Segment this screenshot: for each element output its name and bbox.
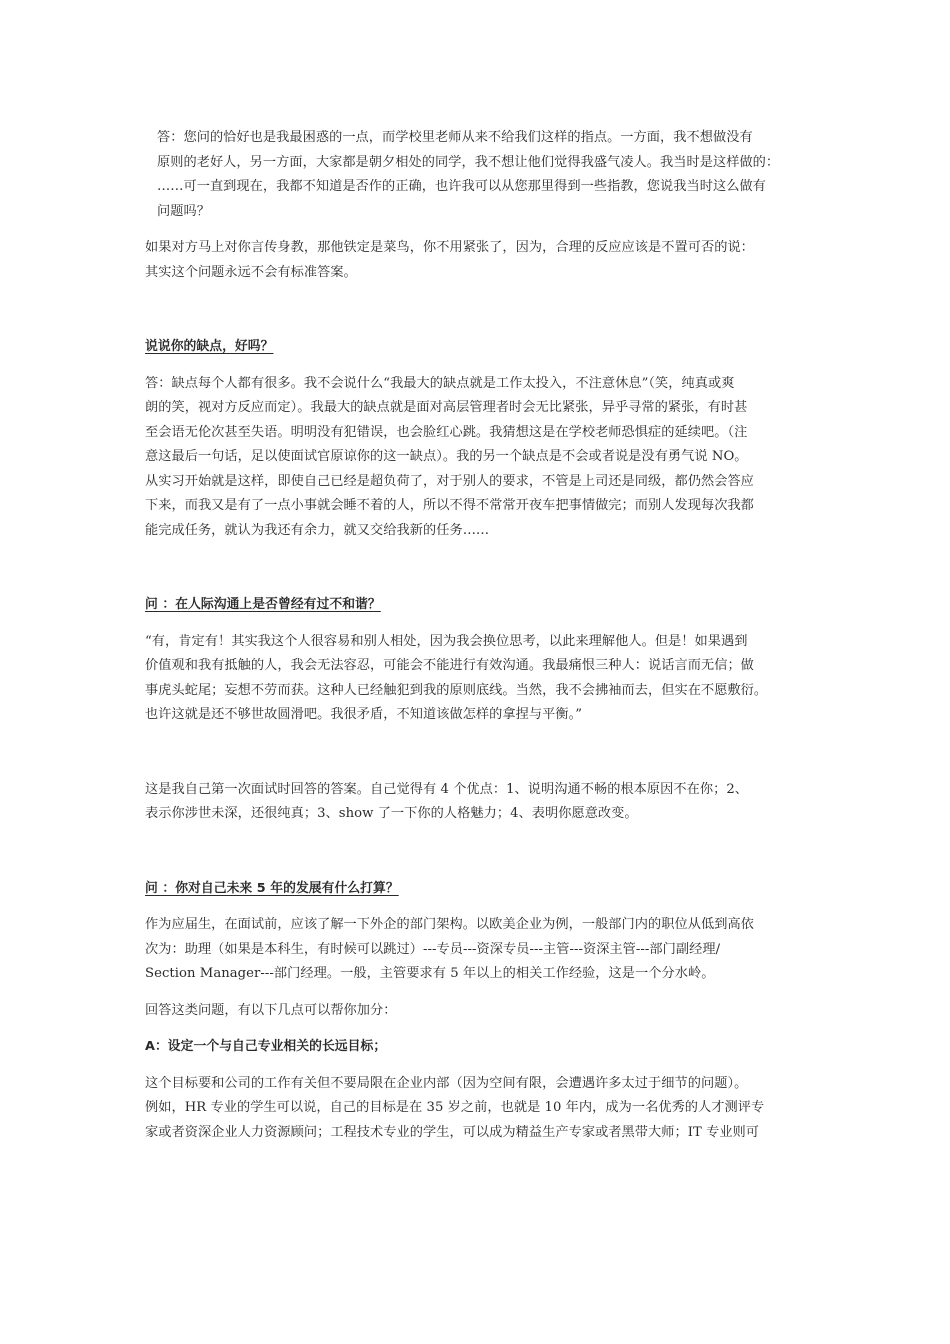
answer-paragraph-1: 答：您问的恰好也是我最困惑的一点，而学校里老师从来不给我们这样的指点。一方面，我不想做没有 原则的老好人，另一方面，大家都是朝夕相处的同学，我不想让他们觉得我盛气凌人。我当时是这样做的： ……可一直到现在，我都不知道是否作的正确，也许我可以从您那里得到一些指教，您说我当时这么做有 问题吗？ <box>157 130 780 219</box>
section-heading-weakness: 说说你的缺点，好吗？ <box>145 339 274 354</box>
tips-intro-paragraph: 回答这类问题，有以下几点可以帮你加分： <box>145 1002 397 1018</box>
section-heading-communication: 问 ：在人际沟通上是否曾经有过不和谐？ <box>145 597 381 612</box>
tip-a-label: A：设定一个与自己专业相关的长远目标； <box>145 1039 387 1054</box>
document-body <box>145 126 815 1145</box>
weakness-answer-paragraph: 答：缺点每个人都有很多。我不会说什么“我最大的缺点就是工作太投入，不注意休息”（笑，纯真或爽 朗的笑，视对方反应而定）。我最大的缺点就是面对高层管理者时会无比紧张，异乎寻常的紧张，有时甚 至会语无伦次甚至失语。明明没有犯错误，也会脸红心跳。我猜想这是在学校老师恐惧症的延续吧。（注 意这最后一句话，足以使面试官原谅你的这一缺点）。我的另一个缺点是不会或者说是没有勇气说 NO。 从实习开始就是这样，即使自己已经是超负荷了，对于别人的要求，不管是上司还是同级，都仍然会答应 下来，而我又是有了一点小事就会睡不着的人，所以不得不常常开夜车把事情做完；而别人发现每次我都 能完成任务，就认为我还有余力，就又交给我新的任务…… <box>145 375 754 538</box>
section-heading-five-year-plan: 问 ：你对自己未来 5 年的发展有什么打算？ <box>145 880 399 896</box>
communication-answer-paragraph: “有，肯定有！其实我这个人很容易和别人相处，因为我会换位思考，以此来理解他人。但是！如果遇到 价值观和我有抵触的人，我会无法容忍，可能会不能进行有效沟通。我最痛恨三种人：说话言而无信；做 事虎头蛇尾；妄想不劳而获。这种人已经触犯到我的原则底线。当然，我不会拂袖而去，但实在不愿敷衍。 也许这就是还不够世故圆滑吧。我很矛盾，不知道该做怎样的拿捏与平衡。” <box>145 633 768 722</box>
five-year-plan-paragraph: 作为应届生，在面试前，应该了解一下外企的部门架构。以欧美企业为例，一般部门内的职位从低到高依 次为：助理（如果是本科生，有时候可以跳过）---专员---资深专员---主管---资深主管---部门副经理/ Section Manager---部门经理。一般，主管要求有 5 年以上的相关工作经验，这是一个分水岭。 <box>145 917 754 981</box>
comment-paragraph: 如果对方马上对你言传身教，那他铁定是菜鸟，你不用紧张了，因为，合理的反应应该是不置可否的说： 其实这个问题永远不会有标准答案。 <box>145 240 754 280</box>
tip-a-paragraph: 这个目标要和公司的工作有关但不要局限在企业内部（因为空间有限，会遭遇许多太过于细节的问题）。 例如，HR 专业的学生可以说，自己的目标是在 35 岁之前，也就是 10 年内，成为一名优秀的人才测评专 家或者资深企业人力资源顾问；工程技术专业的学生，可以成为精益生产专家或者黑带大师；IT 专业则可 <box>145 1075 765 1140</box>
self-comment-paragraph: 这是我自己第一次面试时回答的答案。自己觉得有 4 个优点：1、说明沟通不畅的根本原因不在你；2、 表示你涉世未深，还很纯真；3、show 了一下你的人格魅力；4、表明你愿意改变。 <box>145 781 749 821</box>
